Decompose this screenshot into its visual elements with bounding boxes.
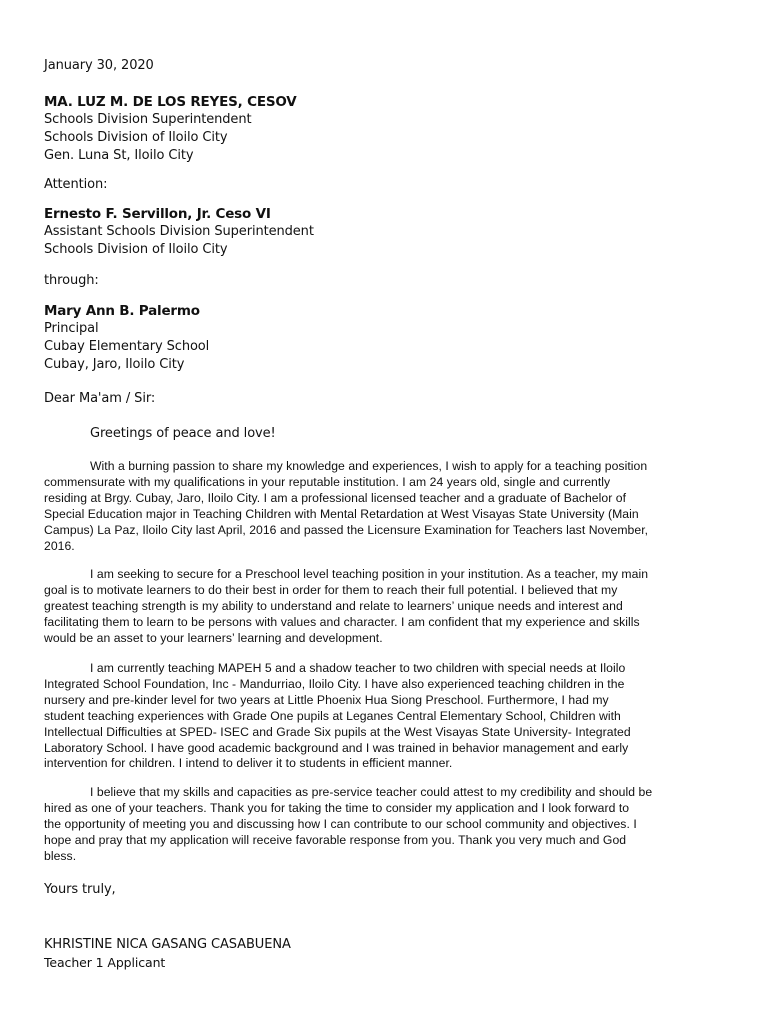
letter-date (44, 57, 154, 75)
paragraph-line: intervention for children. I intend to deliver it to students in efficient manner. (44, 756, 453, 771)
paragraph-line: commensurate with my qualifications in your reputable institution. I am 24 years old, single and currently (44, 474, 611, 489)
paragraph-line: nursery and pre-kinder level for two years at Little Phoenix Hua Siong Preschool. Furthermore, I had my (44, 692, 609, 707)
paragraph-line: I believe that my skills and capacities as pre-service teacher could attest to my credibility and should be (90, 785, 653, 799)
through-line: Principal (44, 321, 99, 336)
signatory-block (44, 936, 291, 972)
signatory-title: Teacher 1 Applicant (44, 955, 166, 970)
paragraph-line: hired as one of your teachers. Thank you for taking the time to consider my application and I look forward to (44, 800, 630, 815)
attention-label (44, 176, 107, 194)
salutation (44, 390, 155, 408)
paragraph-line: hope and pray that my application will receive favorable response from you. Thank you very much and God (44, 832, 627, 847)
greeting-text: Greetings of peace and love! (90, 426, 276, 441)
attention-name: Ernesto F. Servillon, Jr. Ceso VI (44, 206, 271, 222)
body-paragraph-4 (44, 785, 724, 865)
paragraph-line: would be an asset to your learners’ learning and development. (44, 630, 383, 645)
through-label-text: through: (44, 273, 99, 288)
paragraph-line: Special Education major in Teaching Children with Mental Retardation at West Visayas State University (Main (44, 506, 639, 521)
salutation-text: Dear Ma'am / Sir: (44, 391, 156, 406)
addressee-line: Gen. Luna St, Iloilo City (44, 148, 194, 163)
addressee-name: MA. LUZ M. DE LOS REYES, CESOV (44, 94, 297, 110)
paragraph-line: 2016. (44, 538, 75, 553)
through-block (44, 302, 209, 374)
addressee-block (44, 93, 297, 165)
through-name: Mary Ann B. Palermo (44, 303, 200, 319)
closing (44, 881, 116, 899)
signatory-name: KHRISTINE NICA GASANG CASABUENA (44, 937, 291, 952)
body-paragraph-2 (44, 567, 724, 647)
addressee-line: Schools Division Superintendent (44, 112, 252, 127)
through-line: Cubay, Jaro, Iloilo City (44, 357, 185, 372)
paragraph-line: I am currently teaching MAPEH 5 and a shadow teacher to two children with special needs at Iloilo (90, 661, 626, 675)
paragraph-line: With a burning passion to share my knowledge and experiences, I wish to apply for a teaching position (90, 459, 648, 473)
paragraph-line: Laboratory School. I have good academic background and I was trained in behavior management and early (44, 740, 629, 755)
body-paragraph-1 (44, 459, 724, 554)
paragraph-line: Campus) La Paz, Iloilo City last April, 2016 and passed the Licensure Examination for Teachers last November, (44, 522, 649, 537)
paragraph-line: goal is to motivate learners to do their best in order for them to reach their full potential. I believed that my (44, 582, 618, 597)
closing-text: Yours truly, (44, 882, 116, 897)
paragraph-line: residing at Brgy. Cubay, Jaro, Iloilo City. I am a professional licensed teacher and a graduate of Bachelor of (44, 490, 627, 505)
paragraph-line: Integrated School Foundation, Inc - Mandurriao, Iloilo City. I have also experienced teaching children in the (44, 676, 625, 691)
paragraph-line: bless. (44, 848, 77, 863)
through-label (44, 272, 99, 290)
paragraph-line: the opportunity of meeting you and discussing how I can contribute to our school community and objectives. I (44, 816, 637, 831)
paragraph-line: facilitating them to learn to be persons with values and character. I am confident that my experience and skills (44, 614, 640, 629)
attention-block (44, 205, 314, 259)
paragraph-line: I am seeking to secure for a Preschool level teaching position in your institution. As a teacher, my main (90, 567, 649, 581)
paragraph-line: Intellectual Difficulties at SPED- ISEC and Grade Six pupils at the West Visayas State University- Integrated (44, 724, 631, 739)
addressee-line: Schools Division of Iloilo City (44, 130, 228, 145)
paragraph-line: student teaching experiences with Grade One pupils at Leganes Central Elementary School, Children with (44, 708, 621, 723)
attention-line: Schools Division of Iloilo City (44, 242, 228, 257)
attention-line: Assistant Schools Division Superintendent (44, 224, 314, 239)
through-line: Cubay Elementary School (44, 339, 210, 354)
date-text: January 30, 2020 (44, 58, 154, 73)
body-paragraph-3 (44, 661, 724, 772)
attention-label-text: Attention: (44, 177, 108, 192)
greeting (44, 425, 276, 443)
paragraph-line: greatest teaching strength is my ability to understand and relate to learners’ unique needs and interest and (44, 598, 623, 613)
